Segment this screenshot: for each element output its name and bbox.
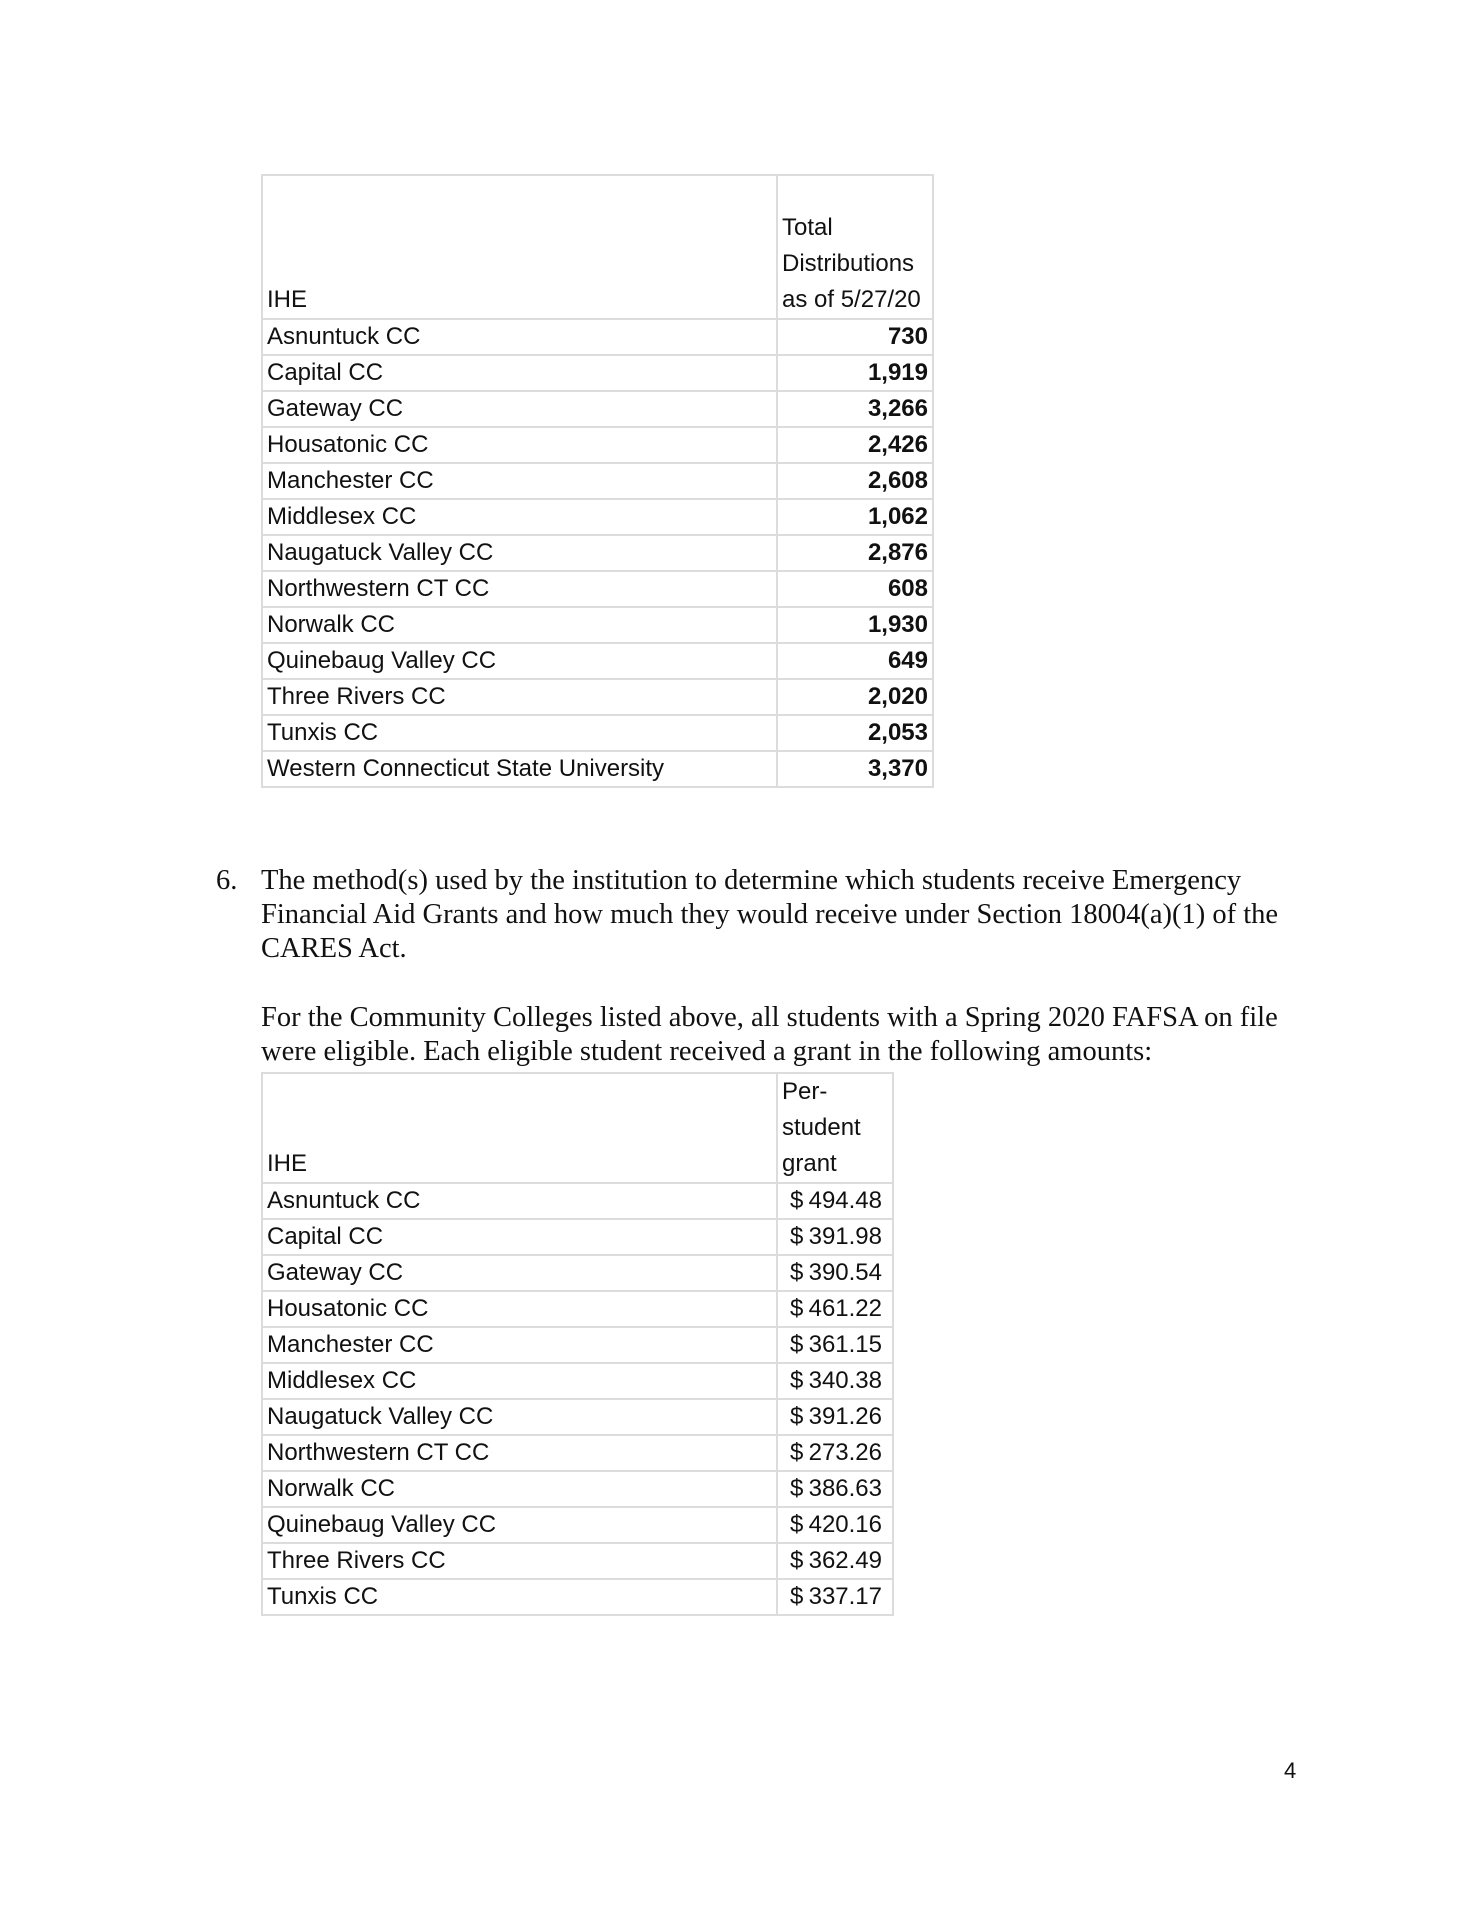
ihe-name-cell: Manchester CC [262, 1327, 777, 1363]
grant-amount: 461.22 [808, 1295, 882, 1322]
ihe-name-cell: Northwestern CT CC [262, 571, 777, 607]
table-row [262, 391, 933, 427]
table-row [262, 1435, 893, 1471]
table-row [262, 751, 933, 787]
currency-symbol: $ [790, 1295, 804, 1322]
distributions-table [261, 174, 934, 788]
table-row [262, 427, 933, 463]
table-row [262, 355, 933, 391]
grant-amount: 337.17 [808, 1583, 882, 1610]
total-distributions-cell: 730 [777, 319, 933, 355]
grant-cell [777, 1363, 893, 1399]
ihe-name-cell: Naugatuck Valley CC [262, 535, 777, 571]
currency-symbol: $ [790, 1223, 804, 1250]
currency-symbol: $ [790, 1187, 804, 1214]
header-total-distributions: Total Distributions as of 5/27/20 [777, 175, 933, 319]
total-distributions-cell: 3,370 [777, 751, 933, 787]
ihe-name-cell: Quinebaug Valley CC [262, 1507, 777, 1543]
total-distributions-cell: 649 [777, 643, 933, 679]
total-distributions-cell: 2,053 [777, 715, 933, 751]
table-row [262, 463, 933, 499]
table-row [262, 1183, 893, 1219]
grant-amount: 494.48 [808, 1187, 882, 1214]
grant-cell [777, 1435, 893, 1471]
grant-cell [777, 1543, 893, 1579]
grant-cell [777, 1219, 893, 1255]
ihe-name-cell: Housatonic CC [262, 1291, 777, 1327]
total-distributions-cell: 2,426 [777, 427, 933, 463]
total-distributions-cell: 608 [777, 571, 933, 607]
grant-amount: 420.16 [808, 1511, 882, 1538]
currency-symbol: $ [790, 1583, 804, 1610]
ihe-name-cell: Western Connecticut State University [262, 751, 777, 787]
grant-cell [777, 1579, 893, 1615]
grant-amount: 391.98 [808, 1223, 882, 1250]
ihe-name-cell: Middlesex CC [262, 1363, 777, 1399]
table-row [262, 1255, 893, 1291]
grant-amount: 273.26 [808, 1439, 882, 1466]
currency-symbol: $ [790, 1367, 804, 1394]
total-distributions-cell: 1,062 [777, 499, 933, 535]
total-distributions-cell: 1,930 [777, 607, 933, 643]
ihe-name-cell: Asnuntuck CC [262, 1183, 777, 1219]
ihe-name-cell: Naugatuck Valley CC [262, 1399, 777, 1435]
ihe-name-cell: Capital CC [262, 355, 777, 391]
table-row [262, 319, 933, 355]
table-row [262, 1327, 893, 1363]
table-row [262, 571, 933, 607]
total-distributions-cell: 2,020 [777, 679, 933, 715]
grant-cell [777, 1471, 893, 1507]
ihe-name-cell: Housatonic CC [262, 427, 777, 463]
ihe-name-cell: Gateway CC [262, 1255, 777, 1291]
table-row [262, 1471, 893, 1507]
currency-symbol: $ [790, 1511, 804, 1538]
table-row [262, 1363, 893, 1399]
header-ihe: IHE [262, 1073, 777, 1183]
item-number: 6. [216, 865, 238, 896]
table-row [262, 643, 933, 679]
table-row [262, 1507, 893, 1543]
grant-cell [777, 1507, 893, 1543]
header-per-student-grant: Per-student grant [777, 1073, 893, 1183]
table-header-row [262, 1073, 893, 1183]
grant-cell [777, 1255, 893, 1291]
currency-symbol: $ [790, 1475, 804, 1502]
grant-cell [777, 1399, 893, 1435]
grant-amount: 391.26 [808, 1403, 882, 1430]
grant-amount: 386.63 [808, 1475, 882, 1502]
ihe-name-cell: Gateway CC [262, 391, 777, 427]
table-header-row [262, 175, 933, 319]
grant-amount: 362.49 [808, 1547, 882, 1574]
currency-symbol: $ [790, 1259, 804, 1286]
table-row [262, 535, 933, 571]
ihe-name-cell: Tunxis CC [262, 1579, 777, 1615]
total-distributions-cell: 2,876 [777, 535, 933, 571]
ihe-name-cell: Quinebaug Valley CC [262, 643, 777, 679]
table-row [262, 1291, 893, 1327]
currency-symbol: $ [790, 1331, 804, 1358]
ihe-name-cell: Norwalk CC [262, 607, 777, 643]
eligibility-paragraph: For the Community Colleges listed above, all students with a Spring 2020 FAFSA on file were eligible. Each eligible student received a grant in the following amounts: [261, 1002, 1278, 1067]
table-row [262, 1543, 893, 1579]
table-row [262, 1579, 893, 1615]
currency-symbol: $ [790, 1403, 804, 1430]
per-student-grant-table [261, 1072, 894, 1616]
ihe-name-cell: Three Rivers CC [262, 679, 777, 715]
table-row [262, 499, 933, 535]
ihe-name-cell: Norwalk CC [262, 1471, 777, 1507]
total-distributions-cell: 1,919 [777, 355, 933, 391]
table-row [262, 715, 933, 751]
ihe-name-cell: Tunxis CC [262, 715, 777, 751]
item-6-text: The method(s) used by the institution to determine which students receive Emergency Financial Aid Grants and how much they would receive under Section 18004(a)(1) of the CARES Act. [261, 865, 1279, 964]
ihe-name-cell: Northwestern CT CC [262, 1435, 777, 1471]
grant-amount: 361.15 [808, 1331, 882, 1358]
ihe-name-cell: Three Rivers CC [262, 1543, 777, 1579]
currency-symbol: $ [790, 1439, 804, 1466]
grant-cell [777, 1183, 893, 1219]
ihe-name-cell: Manchester CC [262, 463, 777, 499]
grant-cell [777, 1327, 893, 1363]
grant-amount: 340.38 [808, 1367, 882, 1394]
table-row [262, 679, 933, 715]
total-distributions-cell: 3,266 [777, 391, 933, 427]
grant-amount: 390.54 [808, 1259, 882, 1286]
table-row [262, 1219, 893, 1255]
ihe-name-cell: Capital CC [262, 1219, 777, 1255]
page-number: 4 [1284, 1758, 1297, 1783]
currency-symbol: $ [790, 1547, 804, 1574]
ihe-name-cell: Middlesex CC [262, 499, 777, 535]
grant-cell [777, 1291, 893, 1327]
table-row [262, 1399, 893, 1435]
total-distributions-cell: 2,608 [777, 463, 933, 499]
header-ihe: IHE [262, 175, 777, 319]
ihe-name-cell: Asnuntuck CC [262, 319, 777, 355]
table-row [262, 607, 933, 643]
